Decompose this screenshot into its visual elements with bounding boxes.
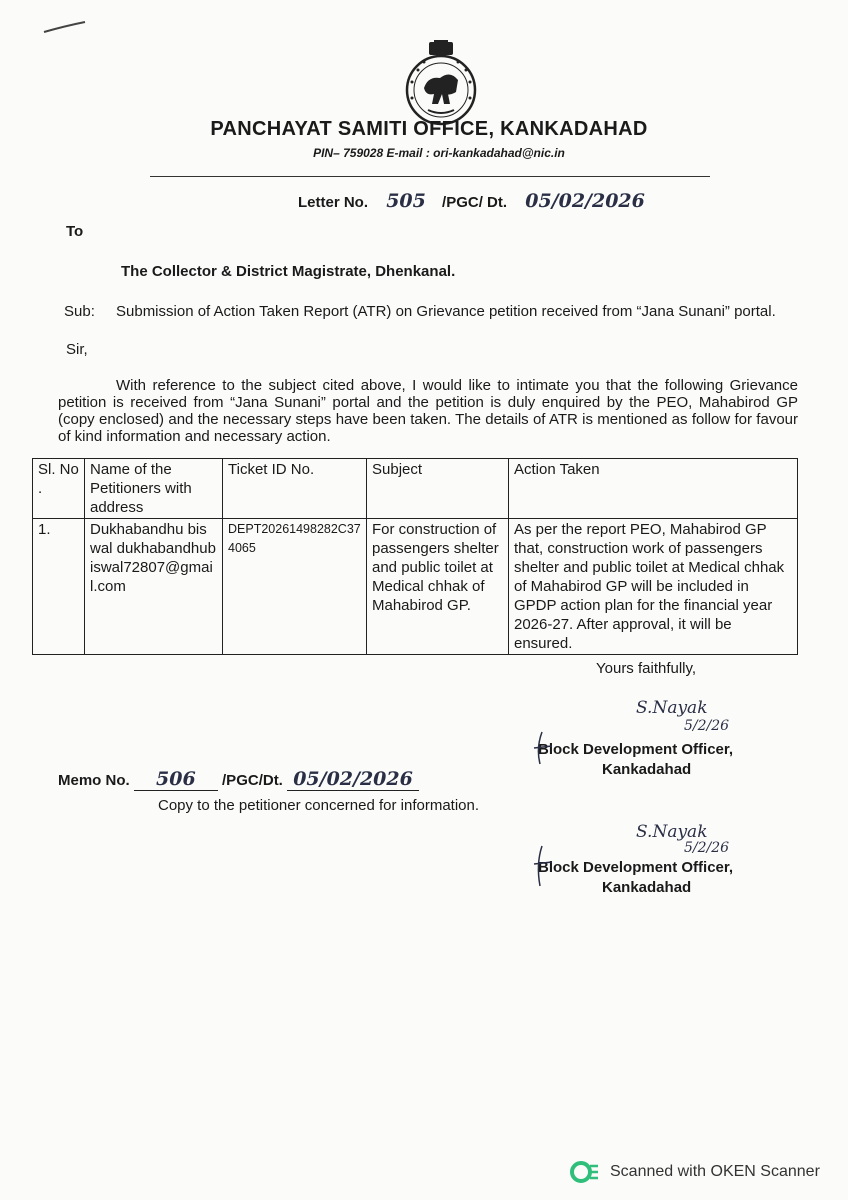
table-header-row [33,459,798,519]
cell-ticket-id: DEPT20261498282C374065 [223,519,367,655]
header-divider [150,176,710,177]
signature-stroke-2 [530,842,560,892]
subject-text: Submission of Action Taken Report (ATR) on Grievance petition received from “Jana Sunani” portal. [116,303,776,320]
pen-mark [40,12,90,37]
cell-sl-no: 1. [33,519,85,655]
office-contact-line: PIN– 759028 E-mail : ori-kankadahad@nic.in [313,146,565,160]
cell-subject: For construction of passengers shelter and public toilet at Medical chhak of Mahabirod GP. [367,519,509,655]
memo-no-label: Memo No. [58,772,130,789]
letter-number: 505 [386,190,426,212]
letter-pgc-label: /PGC/ Dt. [442,194,508,211]
signatory-designation-2 [538,858,733,898]
office-title: PANCHAYAT SAMITI OFFICE, KANKADAHAD [210,118,648,140]
letter-date: 05/02/2026 [525,190,645,212]
header-sl-no: Sl. No . [33,459,85,519]
header-action-taken: Action Taken [509,459,798,519]
signature-initials: S.Nayak [636,698,708,718]
atr-table [32,458,798,655]
copy-to-text: Copy to the petitioner concerned for information. [158,797,480,814]
designation-text: Block Development Officer, [538,741,734,758]
body-paragraph: With reference to the subject cited above, I would like to intimate you that the following Grievance petition is received from “Jana Sunani” portal and the petition is duly enquired by the PEO, Mahabirod GP (copy enclosed) and the necessary steps have been taken. The details of ATR is mentioned as follow for favour of kind information and necessary action. [58,377,798,445]
memo-number: 506 [134,768,218,791]
signature-stroke [530,728,560,768]
signature-date: 5/2/26 [684,718,730,734]
letter-no-label: Letter No. [298,194,369,211]
addressee: The Collector & District Magistrate, Dhenkanal. [121,263,456,280]
letter-number-line [298,190,645,212]
scanner-logo-icon [570,1160,600,1184]
memo-date: 05/02/2026 [287,768,419,791]
cell-petitioner: Dukhabandhu biswal dukhabandhubiswal72807@gmail.com [85,519,223,655]
cell-action-taken: As per the report PEO, Mahabirod GP that, construction work of passengers shelter and public toilet at Medical chhak of Mahabirod GP will be included in GPDP action plan for the financial year 2026-27. After approval, it will be ensured. [509,519,798,655]
designation-place-2: Kankadahad [602,879,692,896]
memo-pgc-label: /PGC/Dt. [222,772,283,789]
scanner-text: Scanned with OKEN Scanner [610,1163,820,1180]
to-label: To [66,223,84,240]
subject-label: Sub: [64,303,95,320]
salutation: Sir, [66,341,88,358]
table-row [33,519,798,655]
header-subject: Subject [367,459,509,519]
header-petitioner: Name of the Petitioners with address [85,459,223,519]
closing: Yours faithfully, [596,660,697,677]
signatory-designation [538,740,733,780]
scanner-watermark [570,1160,820,1184]
signature-initials-2: S.Nayak [636,822,708,842]
header-ticket-id: Ticket ID No. [223,459,367,519]
designation-place: Kankadahad [602,761,692,778]
designation-text-2: Block Development Officer, [538,859,734,876]
state-emblem-icon [398,40,484,130]
signature-date-2: 5/2/26 [684,840,730,856]
memo-number-line [58,768,419,791]
